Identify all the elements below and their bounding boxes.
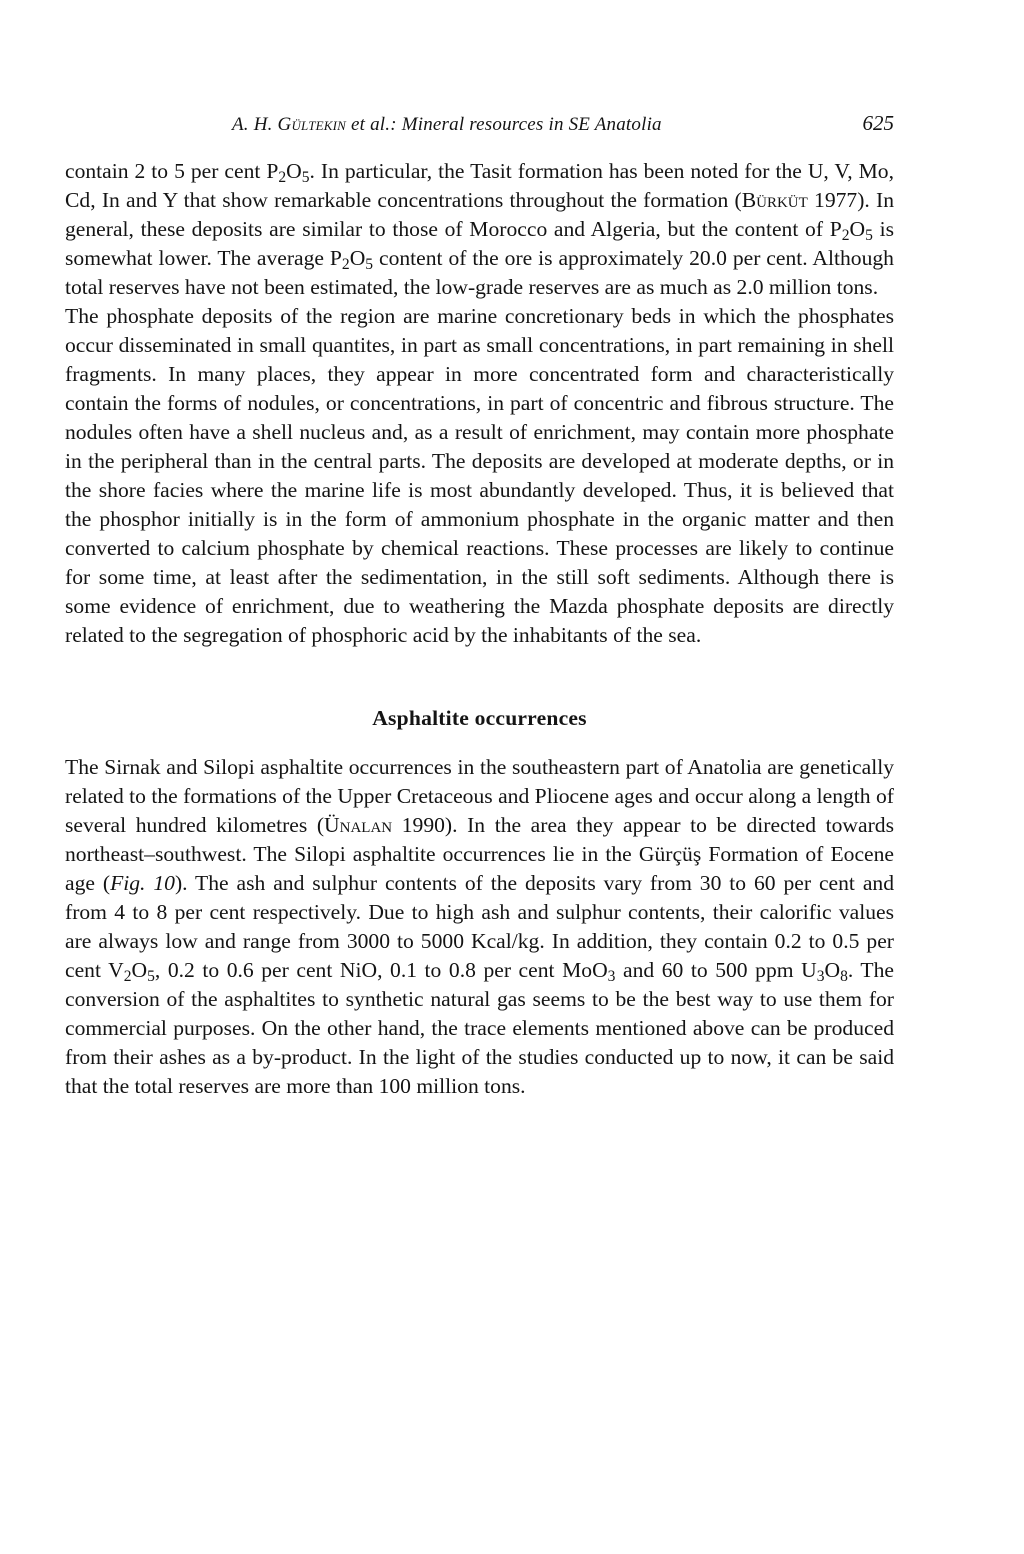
running-head-title (232, 114, 662, 136)
author-surname-rest: kin (323, 114, 347, 135)
page-number: 625 (862, 111, 894, 135)
section-heading-asphaltite: Asphaltite occurrences (372, 706, 587, 730)
paragraph-asphaltite: The Sirnak and Silopi asphaltite occurrences in the southeastern part of Anatolia are genetically related to the formations of the Upper Cretaceous and Pliocene ages and occur along a length of several hundred kilometres (Ünalan 1990). In the area they appear to be directed towards northeast–southwest. The Silopi asphaltite occurrences lie in the Gürçüş Formation of Eocene age (Fig. 10). The ash and sulphur contents of the deposits vary from 30 to 60 per cent and from 4 to 8 per cent respectively. Due to high ash and sulphur contents, their calorific values are always low and range from 3000 to 5000 Kcal/kg. In addition, they contain 0.2 to 0.5 per cent $V_2O_5$, 0.2 to 0.6 per cent NiO, 0.1 to 0.8 per cent MoO$_3$ and 60 to 500 ppm $U_3O_8$. The conversion of the asphaltites to synthetic natural gas seems to be the best way to use them for commercial purposes. On the other hand, the trace elements mentioned above can be produced from their ashes as a by-product. In the light of the studies conducted up to now, it can be said that the total reserves are more than 100 million tons. (65, 755, 894, 1098)
running-head (65, 100, 894, 140)
author-suffix: et al. (346, 114, 391, 135)
figure-reference: Fig. 10 (110, 871, 175, 895)
page-body (65, 100, 894, 1101)
citation-burkut: Bürküt (741, 188, 808, 212)
article-short-title: : Mineral resources in SE Anatolia (390, 114, 662, 135)
author-surname: Gülte (277, 114, 324, 135)
paragraph-phosphate-deposits: The phosphate deposits of the region are marine concretionary beds in which the phosphates occur disseminated in small quantites, in part as small concentrations, in part remaining in shell fragments. In many places, they appear in more concentrated form and characteristically contain the forms of nodules, or concentrations, in part of concentric and fibrous structure. The nodules often have a shell nucleus and, as a result of enrichment, may contain more phosphate in the peripheral than in the central parts. The deposits are developed at moderate depths, or in the shore facies where the marine life is most abundantly developed. Thus, it is believed that the phosphor initially is in the form of ammonium phosphate in the organic matter and then converted to calcium phosphate by chemical reactions. These processes are likely to continue for some time, at least after the sedimentation, in the still soft sediments. Although there is some evidence of enrichment, due to weathering the Mazda phosphate deposits are directly related to the segregation of phosphoric acid by the inhabitants of the sea. (65, 304, 894, 647)
citation-unalan: Ünalan (324, 813, 393, 837)
author-initials: A. H. (232, 114, 278, 135)
paragraph-phosphate-content: contain 2 to 5 per cent $P_2O_5$. In particular, the Tasit formation has been noted for the U, V, Mo, Cd, In and Y that show remarkable concentrations throughout the formation (Bürküt 1977). In general, these deposits are similar to those of Morocco and Algeria, but the content of $P_2O_5$ is somewhat lower. The average $P_2O_5$ content of the ore is approximately 20.0 per cent. Although total reserves have not been estimated, the low-grade reserves are as much as 2.0 million tons. (65, 159, 895, 299)
